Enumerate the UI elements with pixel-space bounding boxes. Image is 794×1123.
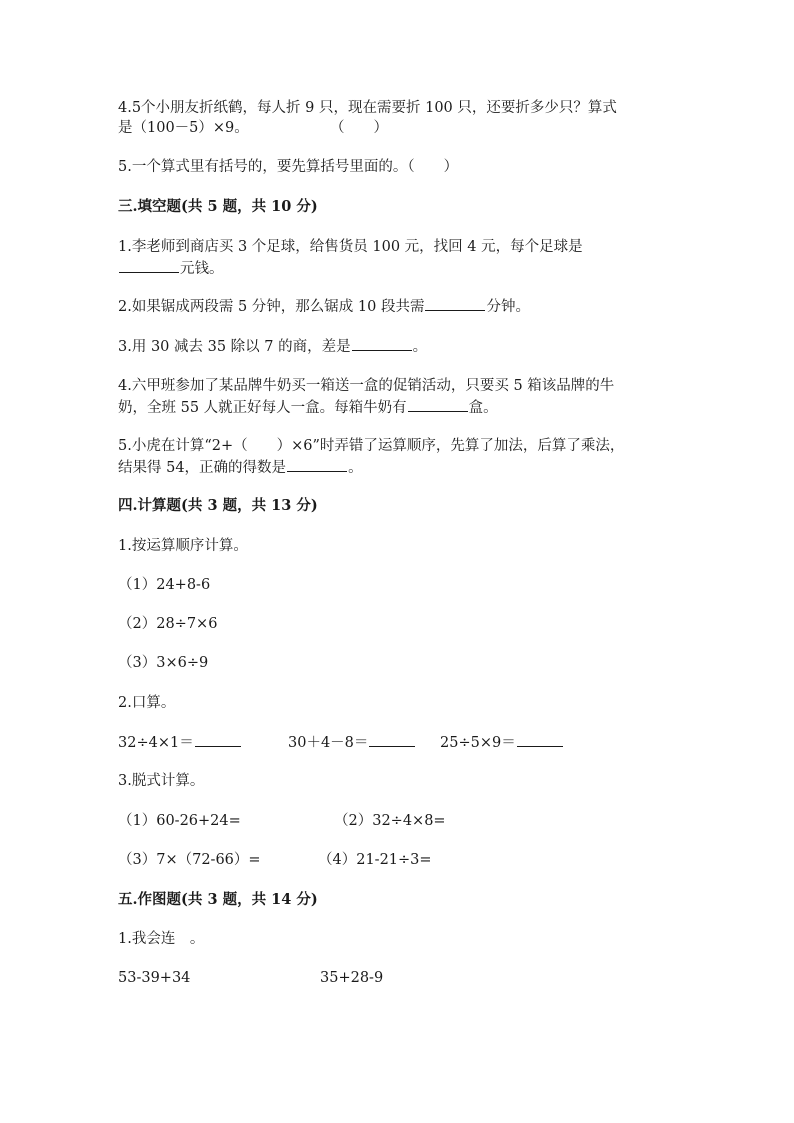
oral-calc-item-2-expr: 30＋4－8＝ [288,735,369,751]
fill-q5-prefix: 结果得 54，正确的得数是 [118,460,287,476]
draw-q1: 1.我会连 。 [118,931,205,947]
fill-q3-prefix: 3.用 30 减去 35 除以 7 的商，差是 [118,339,351,355]
calc-q2: 2.口算。 [118,695,176,711]
oral-calc-item-3-expr: 25÷5×9＝ [440,735,516,751]
fill-q3-suffix: 。 [412,339,428,355]
oral-calc-item-2-blank[interactable] [369,732,415,747]
calc-q1-item-3: （3）3×6÷9 [118,655,209,671]
fill-q2-blank[interactable] [425,296,485,311]
section-5-heading: 五.作图题(共 3 题，共 14 分) [118,891,318,908]
oral-calc-item-1 [118,732,242,753]
oral-calc-item-1-blank[interactable] [195,732,241,747]
fill-q1-suffix: 元钱。 [180,261,224,277]
fill-q1-blank[interactable] [119,258,179,273]
fill-q3 [118,336,427,357]
step-calc-item-1: （1）60-26+24= [118,813,241,829]
calc-q3: 3.脱式计算。 [118,773,205,789]
calc-q1: 1.按运算顺序计算。 [118,538,248,554]
fill-q3-blank[interactable] [352,336,412,351]
step-calc-item-3: （3）7×（72-66）= [118,852,261,868]
fill-q1-line2 [118,258,224,279]
oral-calc-item-2 [288,732,416,753]
connect-item-2[interactable]: 35+28-9 [320,970,384,986]
fill-q5-line1: 5.小虎在计算“2+（ ）×6”时弄错了运算顺序，先算了加法，后算了乘法， [118,438,625,454]
judge-q4-answer-paren[interactable]: （ ） [330,120,388,136]
step-calc-item-4: （4）21-21÷3= [318,852,432,868]
section-4-heading: 四.计算题(共 3 题，共 13 分) [118,497,318,514]
fill-q4-prefix: 奶，全班 55 人就正好每人一盒。每箱牛奶有 [118,400,407,416]
fill-q4-line2 [118,397,498,418]
judge-q4-line1: 4.5个小朋友折纸鹤，每人折 9 只，现在需要折 100 只，还要折多少只？算式 [118,100,617,116]
fill-q5-suffix: 。 [348,460,363,476]
oral-calc-item-3-blank[interactable] [517,732,563,747]
judge-q5: 5.一个算式里有括号的，要先算括号里面的。（ ） [118,159,459,175]
fill-q2-suffix: 分钟。 [486,299,530,315]
fill-q4-blank[interactable] [408,397,468,412]
oral-calc-item-3 [440,732,564,753]
fill-q5-line2 [118,457,363,478]
oral-calc-item-1-expr: 32÷4×1＝ [118,735,194,751]
section-3-heading: 三.填空题(共 5 题，共 10 分) [118,198,318,215]
calc-q1-item-2: （2）28÷7×6 [118,616,218,632]
fill-q1-line1: 1.李老师到商店买 3 个足球，给售货员 100 元，找回 4 元，每个足球是 [118,239,583,255]
connect-item-1[interactable]: 53-39+34 [118,970,191,986]
fill-q2-prefix: 2.如果锯成两段需 5 分钟，那么锯成 10 段共需 [118,299,425,315]
calc-q1-item-1: （1）24+8-6 [118,577,211,593]
fill-q2 [118,296,530,317]
step-calc-item-2: （2）32÷4×8= [334,813,446,829]
fill-q4-suffix: 盒。 [468,400,498,416]
judge-q4-line2 [118,118,388,138]
fill-q5-blank[interactable] [287,457,347,472]
judge-q4-formula: 是（100－5）×9。 [118,120,249,136]
fill-q4-line1: 4.六甲班参加了某品牌牛奶买一箱送一盒的促销活动，只要买 5 箱该品牌的牛 [118,378,615,394]
